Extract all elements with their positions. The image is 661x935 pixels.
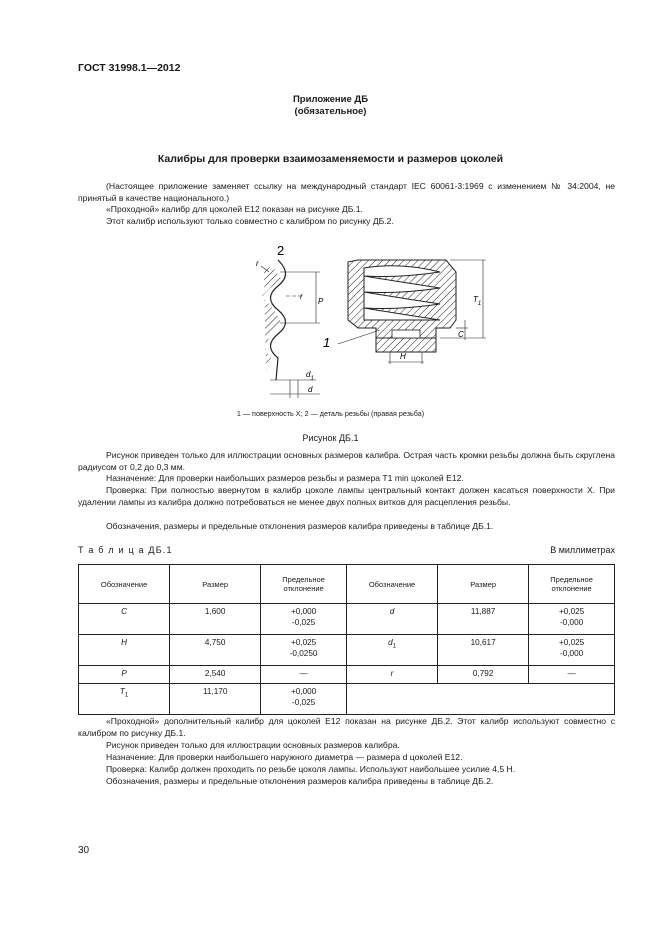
label-r-top: r [256,259,259,268]
cell-tol-upper: +0,025 [558,607,585,616]
empty-cell [346,684,614,715]
cell-size: 11,170 [170,684,261,715]
appendix-status: (обязательное) [294,106,367,117]
cell-tol: — [529,666,615,684]
cell-symbol: C [121,607,128,616]
appendix-heading [0,94,661,118]
intro-paragraph-1: (Настоящее приложение заменяет ссылку на международный стандарт IEC 60061-3:1969 с изменением № 34:2004, не принятый в качестве национального.) [78,181,615,203]
table-row [79,666,615,684]
cell-tol-upper: +0,025 [558,638,585,647]
header-designation-1: Обозначение [79,565,170,604]
label-r-mid: r [300,292,303,301]
figure-label: Рисунок ДБ.1 [302,433,359,443]
cell-tol-upper: +0,000 [290,607,317,616]
after-paragraph-4: Проверка: Калибр должен проходить по резьбе цоколя лампы. Используют наибольшее усилие 4,5 Н. [106,764,516,774]
intro-paragraph-2: «Проходной» калибр для цоколей Е12 показан на рисунке ДБ.1. [106,204,363,214]
body-paragraph-3: Проверка: При полностью ввернутом в калибр цоколе лампы центральный контакт должен касаться поверхности X. При удалении лампы из калибра должно потребоваться не менее двух полных витков для расцепления резьбы. [78,485,615,507]
section-title: Калибры для проверки взаимозаменяемости и размеров цоколей [157,153,504,165]
cell-symbol: d [389,607,395,616]
label-C: C [458,330,464,339]
table-units: В миллиметрах [550,545,615,555]
cell-tol-upper: +0,025 [290,638,317,647]
table-row [79,684,615,715]
label-d: d [308,385,313,394]
cell-symbol: H [121,638,128,647]
gauge-section [323,260,486,364]
label-1: 1 [323,335,331,350]
label-H: H [400,352,406,361]
dimensions-table [78,564,615,715]
table-caption: Т а б л и ц а ДБ.1 [78,545,173,555]
intro-paragraph-3: Этот калибр используют только совместно с калибром по рисунку ДБ.2. [106,216,394,226]
figure-caption: 1 — поверхность X; 2 — деталь резьбы (правая резьба) [236,409,425,418]
cell-symbol: P [121,669,127,678]
body-paragraph-2: Назначение: Для проверки наибольших размеров резьбы и размера T1 min цоколей Е12. [106,473,464,483]
label-P: P [318,297,324,306]
document-header: ГОСТ 31998.1—2012 [78,62,181,74]
after-paragraph-2: Рисунок приведен только для иллюстрации основных размеров калибра. [106,740,400,750]
cell-symbol: d [388,638,393,647]
header-tolerance-1: Предельное отклонение [261,565,347,604]
cell-size: 11,887 [438,604,529,635]
cell-tol: — [261,666,347,684]
cell-tol-lower: -0,000 [559,649,584,658]
header-designation-2: Обозначение [346,565,437,604]
header-size-2: Размер [438,565,529,604]
cell-symbol: r [390,669,394,678]
after-paragraph-1: «Проходной» дополнительный калибр для цоколей Е12 показан на рисунке ДБ.2. Этот калибр используют совместно с калибром по рисунку ДБ.1. [78,716,615,738]
label-d1: $d_1$ [306,370,314,382]
cell-size: 0,792 [438,666,529,684]
label-2: 2 [277,243,285,258]
cell-symbol: T [119,687,125,696]
after-paragraph-5: Обозначения, размеры и предельные отклонения размеров калибра приведены в таблице ДБ.2. [106,776,494,786]
header-size-1: Размер [170,565,261,604]
thread-detail [256,243,324,398]
appendix-title: Приложение ДБ [292,94,369,105]
cell-tol-lower: -0,025 [291,698,316,707]
cell-tol-lower: -0,000 [559,618,584,627]
cell-tol-lower: -0,025 [291,618,316,627]
after-paragraph-3: Назначение: Для проверки наибольшего наружного диаметра — размера d цоколей Е12. [106,752,463,762]
cell-size: 1,600 [170,604,261,635]
body-paragraph-1: Рисунок приведен только для иллюстрации основных размеров калибра. Острая часть кромки резьбы должна быть скруглена радиусом от 0,2 до 0,3 мм. [78,450,615,472]
cell-tol-upper: +0,000 [290,687,317,696]
body-paragraph-4: Обозначения, размеры и предельные отклонения размеров калибра приведены в таблице ДБ.1. [106,521,494,531]
table-header-row [79,565,615,604]
cell-symbol-sub: 1 [392,643,396,650]
cell-tol-lower: -0,0250 [289,649,318,658]
cell-size: 2,540 [170,666,261,684]
cell-symbol-sub: 1 [124,692,129,699]
page-number: 30 [78,845,90,856]
table-row [79,604,615,635]
table-row [79,635,615,666]
cell-size: 10,617 [438,635,529,666]
gauge-figure [240,240,510,400]
label-T1: $T_1$ [473,295,482,307]
cell-size: 4,750 [170,635,261,666]
header-tolerance-2: Предельное отклонение [529,565,615,604]
